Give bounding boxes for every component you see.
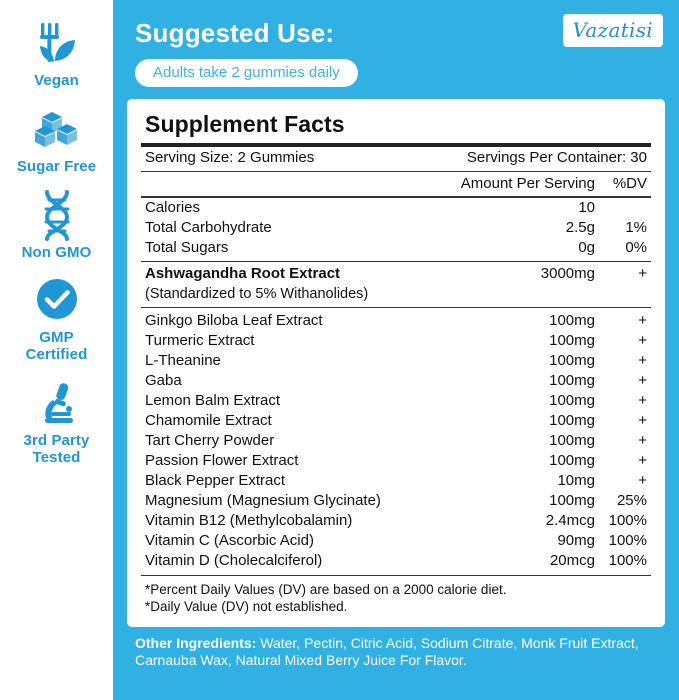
nutrient-name: Total Carbohydrate <box>145 219 272 236</box>
ingredient-dv: + <box>638 392 647 409</box>
table-row <box>141 331 651 351</box>
footnotes <box>141 576 651 617</box>
highlight-amount: 3000mg <box>540 265 595 282</box>
ingredient-dv: 100% <box>608 532 647 549</box>
ingredient-amount: 100mg <box>549 432 595 449</box>
table-row <box>141 431 651 451</box>
table-row <box>141 551 651 571</box>
badge-3rd-party-tested <box>0 374 113 467</box>
nutrient-name: Total Sugars <box>145 239 229 256</box>
nutrient-dv: 1% <box>625 219 647 236</box>
ingredient-name: Vitamin C (Ascorbic Acid) <box>145 532 314 549</box>
panel-header <box>127 12 665 87</box>
ingredient-dv: 100% <box>608 552 647 569</box>
ingredient-name: Passion Flower Extract <box>145 452 299 469</box>
ingredient-amount: 100mg <box>549 372 595 389</box>
ingredient-amount: 100mg <box>549 312 595 329</box>
table-row <box>141 238 651 258</box>
suggested-use-directions: Adults take 2 gummies daily <box>135 59 358 87</box>
ingredient-name: Chamomile Extract <box>145 412 272 429</box>
ingredient-dv: + <box>638 312 647 329</box>
ingredient-name: Vitamin B12 (Methylcobalamin) <box>145 512 353 529</box>
table-row <box>141 371 651 391</box>
table-row <box>141 198 651 218</box>
table-row <box>141 491 651 511</box>
nutrient-amount: 10 <box>578 199 595 216</box>
badge-label: Vegan <box>34 72 79 89</box>
serving-size: Serving Size: 2 Gummies <box>145 149 315 166</box>
ingredient-name: Lemon Balm Extract <box>145 392 281 409</box>
table-row <box>141 451 651 471</box>
ingredient-amount: 10mg <box>557 472 595 489</box>
table-row <box>141 351 651 371</box>
suggested-use-title: Suggested Use: <box>135 18 335 48</box>
badge-label: GMP Certified <box>25 329 88 364</box>
basic-nutrients <box>141 198 651 258</box>
sugar-cubes-icon <box>29 100 85 156</box>
servings-per-container: Servings Per Container: 30 <box>466 149 647 166</box>
ingredient-dv: + <box>638 412 647 429</box>
ingredient-name: Black Pepper Extract <box>145 472 286 489</box>
check-circle-icon <box>32 271 82 327</box>
supplement-facts-title: Supplement Facts <box>145 111 345 137</box>
amount-per-serving-header: Amount Per Serving <box>460 175 595 192</box>
badge-non-gmo <box>0 186 113 262</box>
table-row <box>141 391 651 411</box>
ingredient-amount: 2.4mcg <box>545 512 595 529</box>
highlight-ingredient <box>141 262 651 304</box>
ingredient-dv: + <box>638 432 647 449</box>
ingredient-dv: + <box>638 332 647 349</box>
badge-label: Sugar Free <box>16 157 97 175</box>
nutrient-amount: 2.5g <box>565 219 595 236</box>
ingredient-dv: + <box>638 472 647 489</box>
ingredient-amount: 100mg <box>549 352 595 369</box>
nutrient-amount: 0g <box>578 239 595 256</box>
footnote-dv-not-established: *Daily Value (DV) not established. <box>145 599 348 614</box>
brand-logo <box>563 14 664 47</box>
ingredient-amount: 100mg <box>549 392 595 409</box>
other-ingredients-text: Water, Pectin, Citric Acid, Sodium Citrate, Monk Fruit Extract, Carnauba Wax, Natural Mixed Berry Juice For Flavor. <box>135 635 639 668</box>
table-row <box>141 511 651 531</box>
ingredient-amount: 100mg <box>549 332 595 349</box>
brand-name: Vazatisi <box>572 18 653 42</box>
ingredient-name: Ginkgo Biloba Leaf Extract <box>145 312 323 329</box>
label-panel <box>113 0 679 700</box>
ingredient-dv: 25% <box>616 492 647 509</box>
dna-icon <box>32 186 82 242</box>
suggested-use-block <box>127 12 358 87</box>
serving-row <box>141 147 651 171</box>
other-ingredients-label: Other Ingredients: <box>135 635 257 651</box>
badge-label: 3rd Party Tested <box>23 431 90 466</box>
badge-label: Non GMO <box>21 243 92 261</box>
supplement-facts-card <box>127 99 665 627</box>
ingredient-amount: 100mg <box>549 412 595 429</box>
ingredient-dv: + <box>638 352 647 369</box>
ingredient-name: Vitamin D (Cholecalciferol) <box>145 552 323 569</box>
highlight-name: Ashwagandha Root Extract <box>145 265 341 282</box>
badge-vegan <box>0 14 113 90</box>
footnote-dv-basis: *Percent Daily Values (DV) are based on a 2000 calorie diet. <box>145 582 507 597</box>
ingredient-amount: 100mg <box>549 452 595 469</box>
ingredient-amount: 20mcg <box>549 552 595 569</box>
ingredient-dv: 100% <box>608 512 647 529</box>
badge-sugar-free <box>0 100 113 176</box>
highlight-standardization: (Standardized to 5% Withanolides) <box>145 286 369 302</box>
other-ingredients <box>127 627 665 671</box>
table-row <box>141 311 651 331</box>
table-row <box>141 411 651 431</box>
ingredient-name: Tart Cherry Powder <box>145 432 275 449</box>
nutrient-name: Calories <box>145 199 201 216</box>
dv-header: %DV <box>612 175 647 192</box>
ingredient-name: L-Theanine <box>145 352 221 369</box>
ingredient-name: Turmeric Extract <box>145 332 255 349</box>
ingredient-dv: + <box>638 372 647 389</box>
ingredient-list <box>141 308 651 571</box>
table-row <box>141 471 651 491</box>
table-row <box>141 531 651 551</box>
badge-gmp-certified <box>0 271 113 364</box>
nutrient-dv: 0% <box>625 239 647 256</box>
microscope-icon <box>31 374 83 430</box>
ingredient-amount: 100mg <box>549 492 595 509</box>
certification-rail <box>0 0 113 700</box>
ingredient-dv: + <box>638 452 647 469</box>
ingredient-amount: 90mg <box>557 532 595 549</box>
highlight-dv: + <box>638 265 647 282</box>
ingredient-name: Gaba <box>145 372 182 389</box>
vegan-leaf-icon <box>31 14 83 70</box>
amount-header-row <box>141 172 651 196</box>
table-row <box>141 218 651 238</box>
ingredient-name: Magnesium (Magnesium Glycinate) <box>145 492 381 509</box>
